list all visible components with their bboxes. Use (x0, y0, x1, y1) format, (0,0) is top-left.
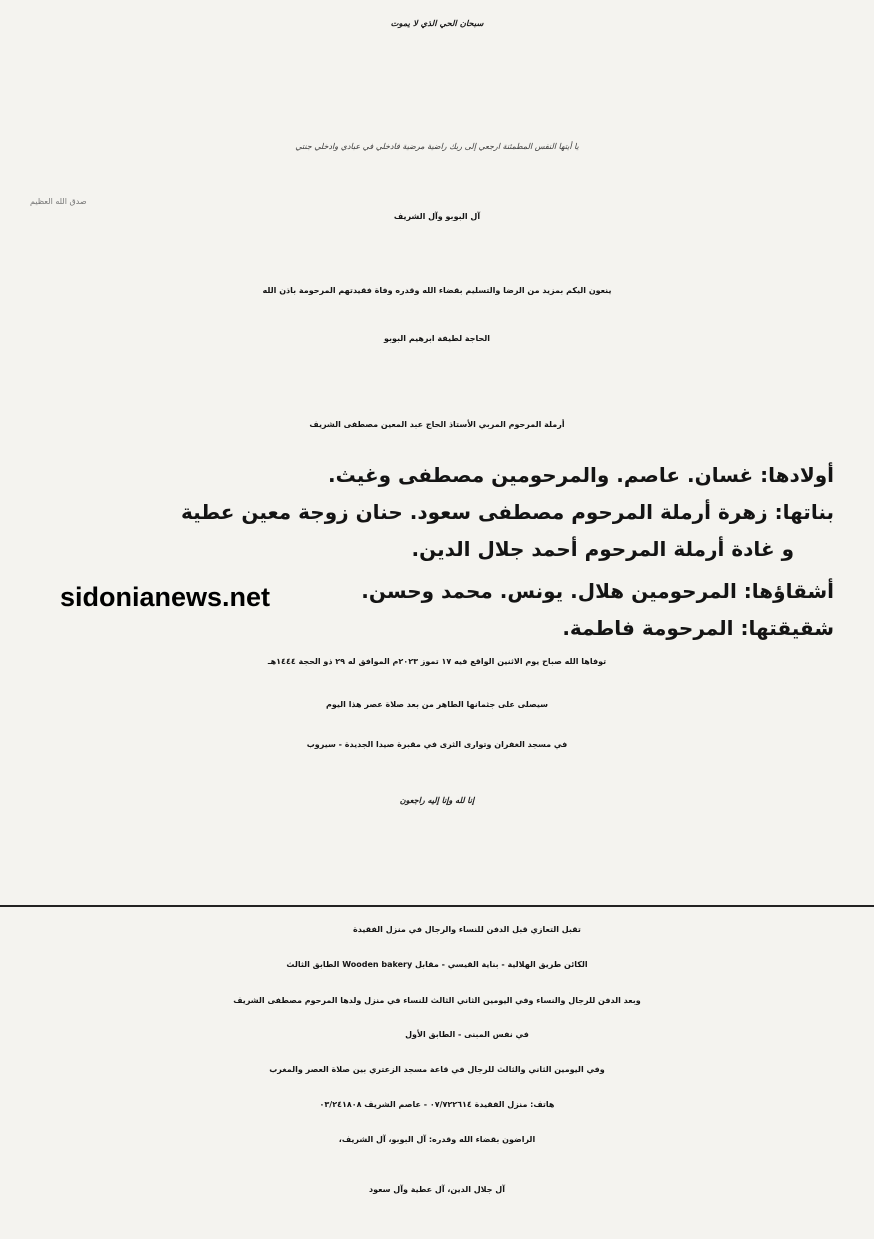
deceased-name: الحاجة لطيفة ابرهيم البوبو (383, 334, 490, 343)
sister-line: شقيقتها: المرحومة فاطمة. (562, 616, 834, 640)
footer-line-1: الراضون بقضاء الله وقدره: آل البوبو، آل الشريف، (338, 1135, 536, 1144)
brothers-line: أشقاؤها: المرحومين هلال. يونس. محمد وحسن. (361, 579, 834, 603)
verse-source: صدق الله العظيم (30, 197, 87, 206)
families-title: آل البوبو وآل الشريف (393, 212, 481, 221)
prayer-line: سيصلى على جثمانها الطاهر من بعد صلاة عصر هذا اليوم (326, 700, 548, 709)
footer-line-2: آل جلال الدين، آل عطية وآل سعود (368, 1185, 505, 1194)
daughters-line-2: و غادة أرملة المرحوم أحمد جلال الدين. (411, 537, 794, 561)
phones-line: هاتف: منزل الفقيدة ٠٧/٧٢٢٦١٤ - عاصم الشريف ٠٣/٢٤١٨٠٨ (319, 1100, 555, 1109)
widow-of: أرملة المرحوم المربي الأستاذ الحاج عبد المعين مصطفى الشريف (309, 420, 565, 429)
watermark: sidonianews.net (60, 582, 271, 612)
top-calligraphy: سبحان الحي الذي لا يموت (390, 18, 484, 28)
daughters-line-1: بناتها: زهرة أرملة المرحوم مصطفى سعود. حنان زوجة معين عطية (180, 500, 834, 524)
bottom-calligraphy: إنا لله وإنا إليه راجعون (399, 795, 475, 805)
condolence-line-4: في نفس المبنى - الطابق الأول (405, 1030, 529, 1039)
quran-verse: يا أيتها النفس المطمئنة ارجعي إلى ربك راضية مرضية فادخلي في عبادي وادخلي جنتي (295, 142, 579, 151)
section-divider (0, 905, 874, 907)
burial-line: في مسجد الغفران وتوارى الثرى في مقبرة صيدا الجديدة - سيروب (306, 740, 568, 749)
death-date: توفاها الله صباح يوم الاثنين الواقع فيه ١٧ تموز ٢٠٢٣م الموافق له ٢٩ ذو الحجة ١٤٤٤هـ (267, 657, 607, 666)
condolence-line-1: تقبل التعازي قبل الدفن للنساء والرجال في منزل الفقيدة (353, 925, 581, 934)
condolence-line-2: الكائن طريق الهلالية - بناية القيسي - مقابل Wooden bakery الطابق الثالث (286, 960, 588, 969)
condolence-line-5: وفي اليومين الثاني والثالث للرجال في قاعة مسجد الزعتري بين صلاة العصر والمغرب (269, 1065, 605, 1074)
sons-line: أولادها: غسان. عاصم. والمرحومين مصطفى وغيث. (328, 463, 834, 487)
condolence-line-3: وبعد الدفن للرجال والنساء وفي اليومين الثاني الثالث للنساء في منزل ولدها المرحوم مصطفى الشريف (233, 996, 641, 1005)
intro-line: ينعون اليكم بمزيد من الرضا والتسليم بقضاء الله وقدره وفاة فقيدتهم المرحومة باذن الله (262, 286, 612, 295)
